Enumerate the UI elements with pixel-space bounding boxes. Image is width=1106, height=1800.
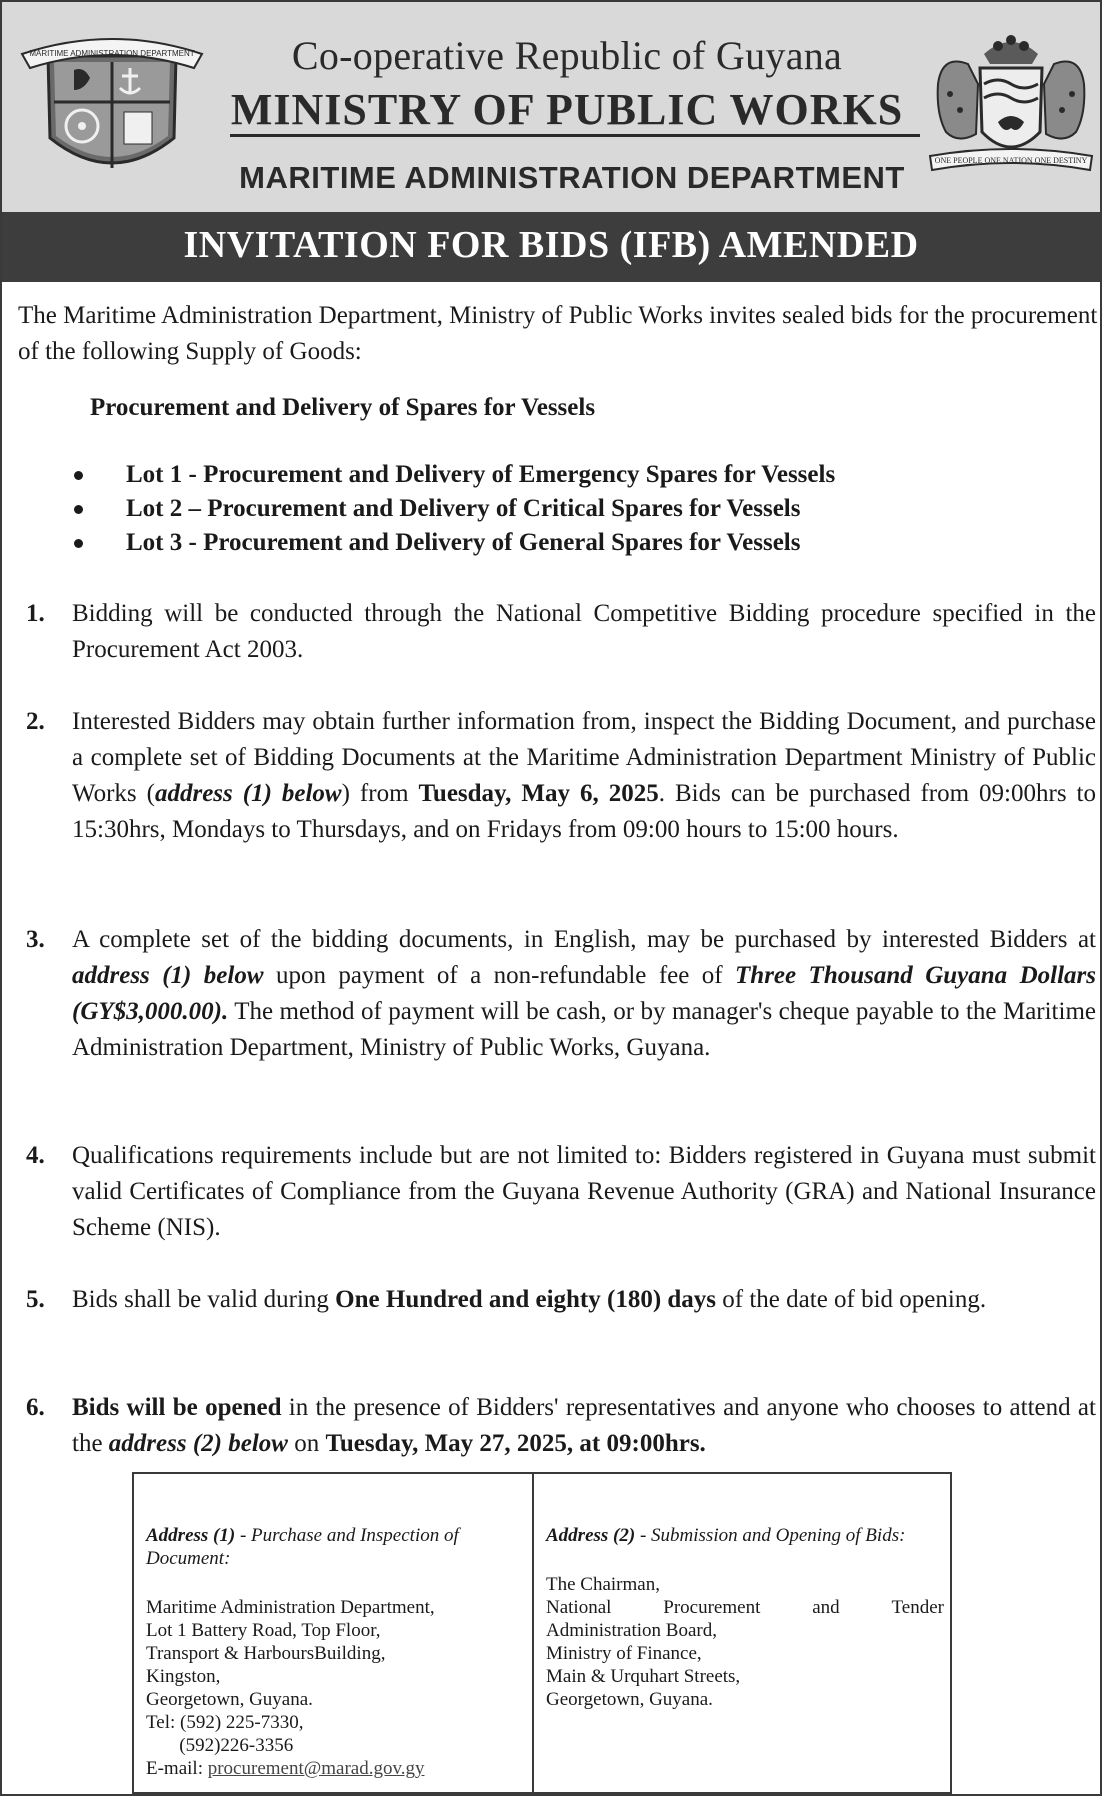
lot-label: Lot 2 – Procurement and Delivery of Critical Spares for Vessels bbox=[126, 495, 801, 522]
address-line: Georgetown, Guyana. bbox=[146, 1689, 313, 1710]
lot-label: Lot 3 - Procurement and Delivery of General Spares for Vessels bbox=[126, 529, 801, 556]
republic-heading: Co-operative Republic of Guyana bbox=[291, 33, 843, 78]
clause-6 bbox=[18, 1390, 1096, 1462]
address-1-column bbox=[146, 1524, 526, 1780]
department-heading: MARITIME ADMINISTRATION DEPARTMENT bbox=[239, 160, 905, 195]
marad-crest-logo bbox=[18, 28, 206, 188]
clause-number: 6. bbox=[26, 1394, 45, 1421]
clause-number: 3. bbox=[26, 926, 45, 953]
list-item bbox=[72, 492, 1072, 526]
email-link[interactable]: procurement@marad.gov.gy bbox=[207, 1758, 425, 1779]
clause-text: A complete set of the bidding documents, in English, may be purchased by interested Bidders at address (1) below upon payment of a non-refundable fee of Three Thousand Guyana Dollars (GY$3,000.00). The method of payment will be cash, or by manager's cheque payable to the Maritime Administration Department, Ministry of Public Works, Guyana. bbox=[72, 926, 1096, 1061]
address-table bbox=[132, 1472, 952, 1794]
address-line: Tel: (592) 225-7330, bbox=[146, 1712, 304, 1733]
list-item bbox=[72, 526, 1072, 560]
bullet-icon bbox=[74, 505, 83, 514]
address-line: The Chairman, bbox=[546, 1574, 660, 1595]
clause-number: 5. bbox=[26, 1286, 45, 1313]
page-title: INVITATION FOR BIDS (IFB) AMENDED bbox=[183, 224, 919, 266]
clause-5 bbox=[18, 1282, 1096, 1318]
title-band bbox=[2, 212, 1100, 282]
clause-4 bbox=[18, 1138, 1096, 1246]
clause-1 bbox=[18, 596, 1096, 668]
intro-paragraph: The Maritime Administration Department, Ministry of Public Works invites sealed bids for the procurement of the following Supply of Goods: bbox=[18, 302, 1098, 365]
emblem-motto-text: ONE PEOPLE ONE NATION ONE DESTINY bbox=[934, 156, 1088, 165]
address-line: Georgetown, Guyana. bbox=[546, 1689, 713, 1710]
address-line: Ministry of Finance, bbox=[546, 1643, 702, 1664]
clause-text: Bids will be opened in the presence of Bidders' representatives and anyone who chooses to attend at the address (2) below on Tuesday, May 27, 2025, at 09:00hrs. bbox=[72, 1394, 1096, 1457]
address-line: Lot 1 Battery Road, Top Floor, bbox=[146, 1620, 381, 1641]
clause-number: 1. bbox=[26, 600, 45, 627]
address-line: Transport & HarboursBuilding, bbox=[146, 1643, 386, 1664]
email-line bbox=[146, 1757, 526, 1780]
address-line: National Procurement and Tender bbox=[546, 1597, 944, 1618]
address-2-column bbox=[546, 1524, 944, 1711]
table-divider bbox=[532, 1474, 534, 1792]
clause-3 bbox=[18, 922, 1096, 1066]
address-line: (592)226-3356 bbox=[146, 1735, 294, 1756]
address-line: Kingston, bbox=[146, 1666, 221, 1687]
clause-text: Qualifications requirements include but are not limited to: Bidders registered in Guyana must submit valid Certificates of Compliance from the Guyana Revenue Authority (GRA) and National Insurance Scheme (NIS). bbox=[72, 1142, 1096, 1241]
address-line: Administration Board, bbox=[546, 1620, 717, 1641]
clause-text: Bids shall be valid during One Hundred and eighty (180) days of the date of bid opening. bbox=[72, 1286, 987, 1313]
address-1-heading: Address (1) - Purchase and Inspection of Document: bbox=[146, 1525, 459, 1569]
list-item bbox=[72, 458, 1072, 492]
header-band bbox=[2, 2, 1100, 212]
clause-number: 4. bbox=[26, 1142, 45, 1169]
bullet-icon bbox=[74, 539, 83, 548]
crest-ribbon-text: MARITIME ADMINISTRATION DEPARTMENT bbox=[29, 49, 195, 58]
address-line: Main & Urquhart Streets, bbox=[546, 1666, 741, 1687]
heading-rule bbox=[230, 134, 920, 137]
guyana-coat-of-arms-emblem bbox=[928, 24, 1094, 184]
clause-text: Bidding will be conducted through the National Competitive Bidding procedure specified in the Procurement Act 2003. bbox=[72, 600, 1096, 663]
procurement-subheading: Procurement and Delivery of Spares for Vessels bbox=[90, 394, 596, 421]
address-2-heading: Address (2) - Submission and Opening of Bids: bbox=[546, 1525, 906, 1546]
email-label: E-mail: bbox=[146, 1758, 208, 1779]
lots-list bbox=[72, 458, 1072, 560]
clause-text: Interested Bidders may obtain further information from, inspect the Bidding Document, and purchase a complete set of Bidding Documents at the Maritime Administration Department Ministry of Public Works (address (1) below) from Tuesday, May 6, 2025. Bids can be purchased from 09:00hrs to 15:30hrs, Mondays to Thursdays, and on Fridays from 09:00 hours to 15:00 hours. bbox=[72, 708, 1096, 843]
ministry-heading: MINISTRY OF PUBLIC WORKS bbox=[230, 85, 904, 134]
clause-number: 2. bbox=[26, 708, 45, 735]
lot-label: Lot 1 - Procurement and Delivery of Emergency Spares for Vessels bbox=[126, 461, 836, 488]
clause-2 bbox=[18, 704, 1096, 848]
address-line: Maritime Administration Department, bbox=[146, 1597, 435, 1618]
bullet-icon bbox=[74, 471, 83, 480]
